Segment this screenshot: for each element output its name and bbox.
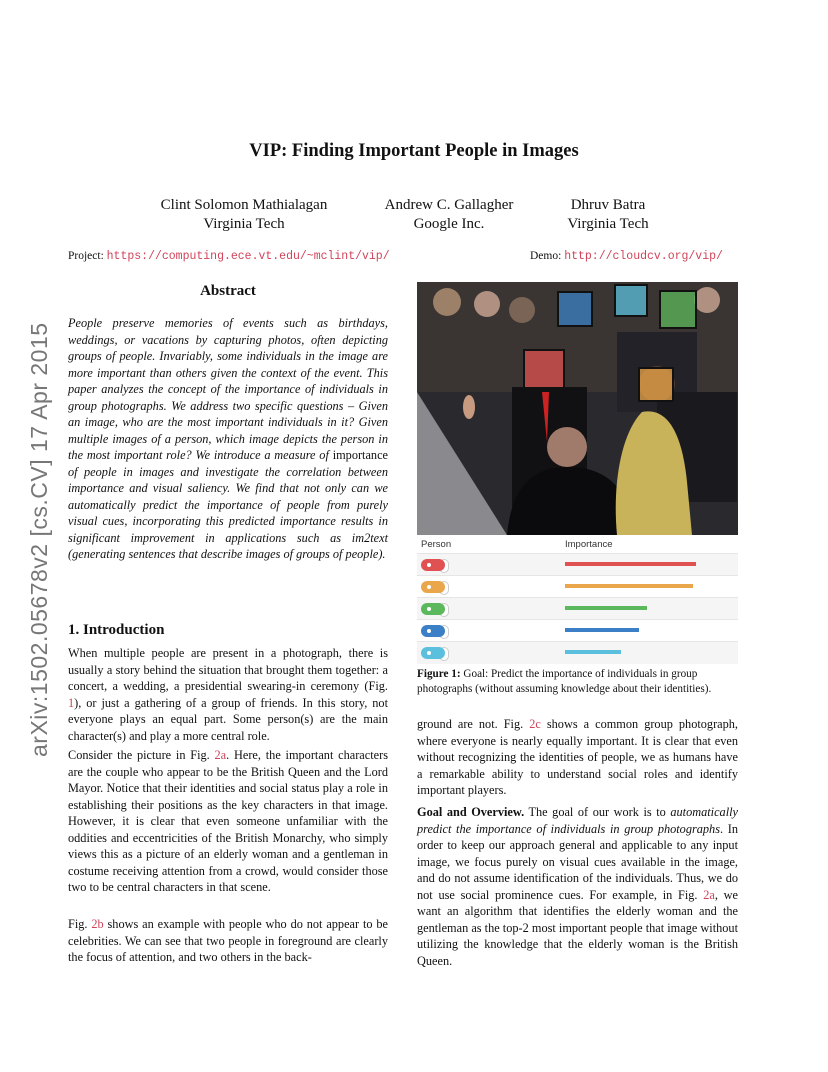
figure-ref-link[interactable]: 2b <box>91 917 104 931</box>
face-box-orange <box>639 368 673 401</box>
figure-ref-link[interactable]: 2c <box>529 717 541 731</box>
person-toggle[interactable] <box>421 603 445 615</box>
person-toggle[interactable] <box>421 625 445 637</box>
project-label: Project: <box>68 250 104 262</box>
demo-line <box>530 250 723 263</box>
author-block <box>364 196 534 234</box>
author-name: Andrew C. Gallagher <box>384 197 514 213</box>
column-header-person: Person <box>421 539 452 550</box>
figure-photo <box>417 282 738 535</box>
body-paragraph: Goal and Overview. The goal of our work is to automatically predict the importance of individuals in group photographs. In order to keep our approach general and applicable to any input image, we focus purely on visual cues available in the image, and do not assume identification of the individuals. Thus, we do not use social prominence cues. For example, in Fig. 2a, we want an algorithm that identifies the elderly woman and the gentleman as the top-2 most important people that image without utilizing the knowledge that the elderly woman is the British Queen. <box>417 805 738 968</box>
importance-bar <box>565 562 696 566</box>
intro-heading: 1. Introduction <box>68 622 165 638</box>
inauguration-photo-illustration <box>417 282 738 535</box>
paragraph-heading: Goal and Overview. <box>417 805 525 819</box>
intro-paragraph: Fig. 2b shows an example with people who do not appear to be celebrities. We can see that two people in foreground are clearly the focus of attention, and two others in the back- <box>68 917 388 964</box>
abstract-text: People preserve memories of events such as birthdays, weddings, or vacations by capturing photos, often depicting groups of people. Invariably, some individuals in the image are more important than others given the context of the event. This paper analyzes the concept of the importance of individuals in group photographs. We address two specific questions – Given an image, who are the most important individuals in it? Given multiple images of a person, which image depicts the person in the most important role? We introduce a measure of importance of people in images and investigate the correlation between importance and visual saliency. We find that not only can we automatically predict the importance of people from purely visual cues, incorporating this predicted importance results in significant improvement in applications such as im2text (generating sentences that describe images of groups of people). <box>68 316 388 561</box>
figure-ref-link[interactable]: 1 <box>68 695 75 710</box>
project-link[interactable]: https://computing.ece.vt.edu/~mclint/vip/ <box>106 250 390 263</box>
figure-caption <box>417 667 738 697</box>
eye-icon <box>427 585 431 589</box>
author-name: Clint Solomon Mathialagan <box>160 197 328 213</box>
author-block <box>548 196 668 234</box>
author-name: Dhruv Batra <box>570 197 646 213</box>
abstract-emphasis: importance <box>332 448 388 462</box>
author-affiliation: Virginia Tech <box>567 216 649 232</box>
person-toggle[interactable] <box>421 581 445 593</box>
table-row <box>417 619 738 642</box>
figure-ref-link[interactable]: 2a <box>214 748 227 762</box>
arxiv-sidebar: arXiv:1502.05678v2 [cs.CV] 17 Apr 2015 <box>26 322 52 757</box>
demo-link[interactable]: http://cloudcv.org/vip/ <box>564 250 723 263</box>
eye-icon <box>427 629 431 633</box>
person-toggle[interactable] <box>421 559 445 571</box>
abstract-heading: Abstract <box>200 283 256 299</box>
column-header-importance: Importance <box>565 539 613 550</box>
importance-bar <box>565 628 639 632</box>
author-affiliation: Google Inc. <box>413 216 485 232</box>
eye-icon <box>427 607 431 611</box>
importance-bar <box>565 606 647 610</box>
body-paragraph: ground are not. Fig. 2c shows a common group photograph, where everyone is nearly equally important. It is clear that even without recognizing the identities of people, we as humans have a remarkable ability to understand social roles and identify important players. <box>417 717 738 797</box>
caption-text: Goal: Predict the importance of individuals in group photographs (without assuming knowledge about their identities). <box>417 668 712 695</box>
author-block <box>144 196 344 234</box>
face-box-blue <box>558 292 592 326</box>
importance-table <box>417 537 738 667</box>
table-row <box>417 597 738 620</box>
eye-icon <box>427 651 431 655</box>
caption-label: Figure 1: <box>417 668 461 680</box>
importance-bar <box>565 584 693 588</box>
face-box-cyan <box>615 285 647 316</box>
figure-ref-link[interactable]: 2a <box>703 887 715 902</box>
face-box-green <box>660 291 696 328</box>
intro-paragraph: Consider the picture in Fig. 2a. Here, the important characters are the couple who appear to be the British Queen and the Lord Mayor. Notice that their identities and social status play a role in establishing their positions as the key characters in that image. However, it is clear that even someone unfamiliar with the oddities and eccentricities of the British Monarchy, who simply views this as a picture of an elderly woman and a gentleman in costume receiving attention from a crowd, would consider those two to be central characters in that scene. <box>68 748 388 894</box>
demo-label: Demo: <box>530 250 562 262</box>
person-toggle[interactable] <box>421 647 445 659</box>
table-row <box>417 553 738 576</box>
table-row <box>417 575 738 598</box>
author-affiliation: Virginia Tech <box>203 216 285 232</box>
project-line <box>68 250 390 263</box>
face-box-red <box>524 350 564 388</box>
intro-paragraph: When multiple people are present in a photograph, there is usually a story behind the situation that brought them together: a concert, a wedding, a presidential swearing-in ceremony (Fig. 1), or just a gathering of a group of friends. In this story, not everyone plays an equal part. Some person(s) are the main character(s) and play a more central role. <box>68 646 388 743</box>
eye-icon <box>427 563 431 567</box>
table-row <box>417 641 738 664</box>
importance-bar <box>565 650 621 654</box>
paper-title: VIP: Finding Important People in Images <box>249 141 579 161</box>
